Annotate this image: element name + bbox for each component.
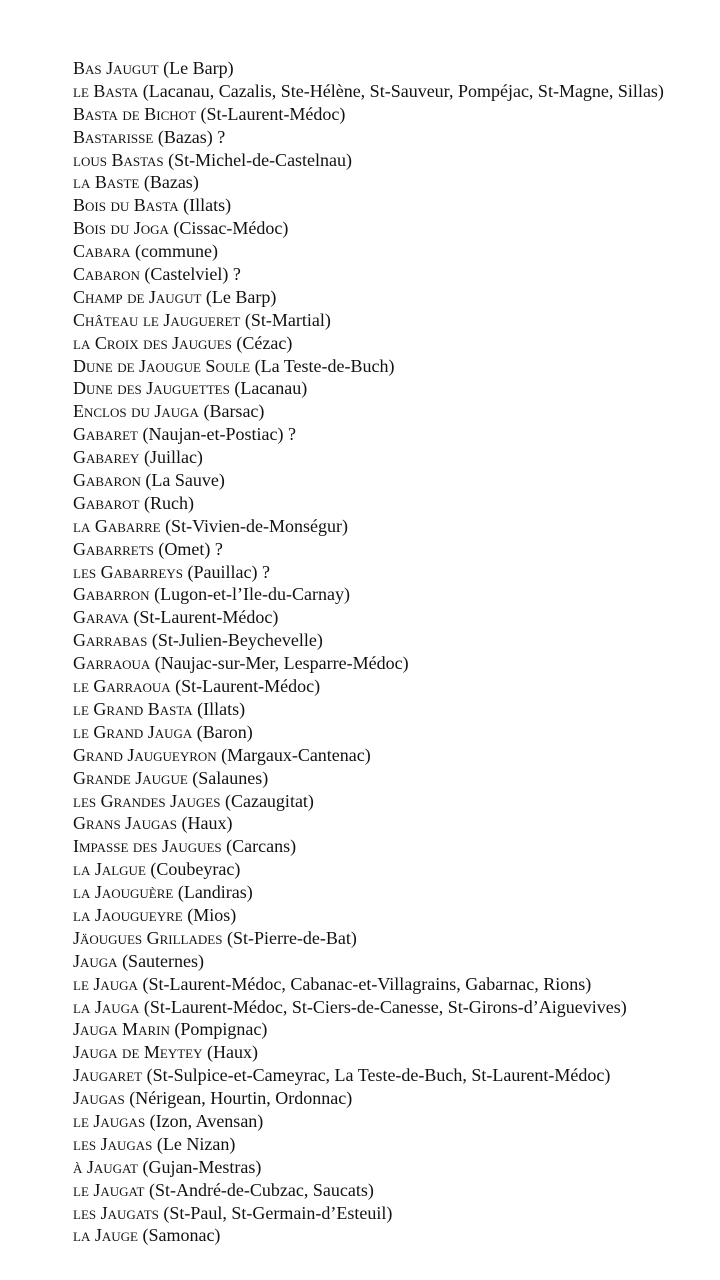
- list-item: [73, 1087, 664, 1110]
- toponym-location: (Naujac-sur-Mer, Lesparre-Médoc): [154, 653, 409, 674]
- list-item: [73, 309, 664, 332]
- list-item: [73, 629, 664, 652]
- list-item: [73, 950, 664, 973]
- list-item: [73, 835, 664, 858]
- toponym-name: Garava: [73, 607, 129, 628]
- toponym-location: (Nérigean, Hourtin, Ordonnac): [129, 1088, 353, 1109]
- toponym-name: Jauga Marin: [73, 1019, 170, 1040]
- toponym-name: à Jaugat: [73, 1156, 138, 1177]
- list-item: [73, 561, 664, 584]
- toponym-location: (Margaux-Cantenac): [221, 744, 371, 765]
- toponym-name: Gabarrets: [73, 538, 154, 559]
- toponym-location: (Lugon-et-l’Ile-du-Carnay): [154, 584, 350, 605]
- toponym-location: (St-Sulpice-et-Cameyrac, La Teste-de-Buch, St-Laurent-Médoc): [146, 1065, 611, 1086]
- toponym-location: (Lacanau, Cazalis, Ste-Hélène, St-Sauveur, Pompéjac, St-Magne, Sillas): [142, 80, 664, 101]
- toponym-location: (Pompignac): [174, 1019, 268, 1040]
- toponym-location: (Samonac): [142, 1225, 221, 1246]
- toponym-location: (commune): [135, 241, 218, 262]
- list-item: [73, 698, 664, 721]
- toponym-name: la Jauge: [73, 1225, 138, 1246]
- toponym-location: (Sauternes): [122, 950, 205, 971]
- toponym-name: la Baste: [73, 172, 140, 193]
- toponym-location: (Gujan-Mestras): [142, 1156, 262, 1177]
- list-item: [73, 80, 664, 103]
- toponym-name: Jäougues Grillades: [73, 927, 223, 948]
- list-item: [73, 790, 664, 813]
- list-item: [73, 1179, 664, 1202]
- toponym-location: (Pauillac) ?: [187, 561, 270, 582]
- toponym-location: (Illats): [183, 195, 232, 216]
- toponym-name: Champ de Jaugut: [73, 286, 202, 307]
- list-item: [73, 973, 664, 996]
- toponym-name: les Gabarreys: [73, 561, 183, 582]
- toponym-name: Bois du Basta: [73, 195, 179, 216]
- toponym-location: (St-Vivien-de-Monségur): [165, 515, 348, 536]
- toponym-location: (St-Julien-Beychevelle): [151, 630, 323, 651]
- list-item: [73, 149, 664, 172]
- toponym-name: Bas Jaugut: [73, 58, 159, 78]
- toponym-location: (Ruch): [143, 492, 194, 513]
- list-item: [73, 286, 664, 309]
- toponym-name: Grand Jaugueyron: [73, 744, 217, 765]
- list-item: [73, 767, 664, 790]
- list-item: [73, 263, 664, 286]
- list-item: [73, 423, 664, 446]
- toponym-location: (La Teste-de-Buch): [254, 355, 395, 376]
- toponym-name: Gabarey: [73, 447, 140, 468]
- toponym-name: Jauga de Meytey: [73, 1042, 203, 1063]
- list-item: [73, 744, 664, 767]
- toponym-location: (Le Barp): [163, 58, 234, 78]
- toponym-location: (Baron): [196, 721, 253, 742]
- toponym-name: Dune des Jauguettes: [73, 378, 230, 399]
- list-item: [73, 1041, 664, 1064]
- list-item: [73, 1224, 664, 1247]
- list-item: [73, 721, 664, 744]
- list-item: [73, 652, 664, 675]
- toponym-name: Gabaret: [73, 424, 138, 445]
- toponym-location: (Bazas) ?: [157, 126, 226, 147]
- list-item: [73, 1133, 664, 1156]
- list-item: [73, 812, 664, 835]
- toponym-location: (Carcans): [226, 836, 297, 857]
- toponym-name: la Jaouguère: [73, 882, 174, 903]
- toponym-name: Dune de Jaougue Soule: [73, 355, 251, 376]
- toponym-location: (Haux): [207, 1042, 258, 1063]
- toponym-name: Impasse des Jaugues: [73, 836, 222, 857]
- toponym-location: (Salaunes): [192, 767, 269, 788]
- toponym-location: (Lacanau): [234, 378, 308, 399]
- list-item: [73, 606, 664, 629]
- list-item: [73, 515, 664, 538]
- toponym-location: (St-Michel-de-Castelnau): [168, 149, 353, 170]
- list-item: [73, 1018, 664, 1041]
- list-item: [73, 996, 664, 1019]
- toponym-location: (St-Pierre-de-Bat): [226, 927, 357, 948]
- toponym-name: Grande Jaugue: [73, 767, 188, 788]
- toponym-name: Gabaron: [73, 470, 141, 491]
- toponym-location: (Haux): [181, 813, 233, 834]
- toponym-location: (St-Laurent-Médoc, St-Ciers-de-Canesse, St-Girons-d’Aiguevives): [143, 996, 627, 1017]
- list-item: [73, 194, 664, 217]
- toponym-name: Cabaron: [73, 264, 140, 285]
- toponym-name: lous Bastas: [73, 149, 164, 170]
- toponym-name: le Garraoua: [73, 676, 171, 697]
- list-item: [73, 217, 664, 240]
- list-item: [73, 927, 664, 950]
- toponym-name: les Grandes Jauges: [73, 790, 221, 811]
- toponym-name: Bois du Joga: [73, 218, 169, 239]
- toponym-location: (Mios): [187, 904, 237, 925]
- list-item: [73, 240, 664, 263]
- toponym-location: (Bazas): [143, 172, 199, 193]
- toponym-name: Enclos du Jauga: [73, 401, 199, 422]
- list-item: [73, 1202, 664, 1225]
- toponym-location: (Barsac): [203, 401, 265, 422]
- toponym-location: (Coubeyrac): [150, 859, 241, 880]
- list-item: [73, 469, 664, 492]
- list-item: [73, 400, 664, 423]
- list-item: [73, 904, 664, 927]
- toponym-name: Cabara: [73, 241, 131, 262]
- toponym-location: (St-Laurent-Médoc, Cabanac-et-Villagrains, Gabarnac, Rions): [142, 973, 592, 994]
- toponym-location: (Le Barp): [205, 286, 277, 307]
- toponym-name: Château le Jaugueret: [73, 309, 241, 330]
- toponym-location: (Cézac): [236, 332, 293, 353]
- toponym-name: le Jauga: [73, 973, 138, 994]
- toponym-name: les Jaugats: [73, 1202, 159, 1223]
- list-item: [73, 538, 664, 561]
- list-item: [73, 377, 664, 400]
- toponym-name: la Gabarre: [73, 515, 161, 536]
- toponym-name: Gabarron: [73, 584, 150, 605]
- toponym-location: (St-Laurent-Médoc): [175, 676, 321, 697]
- list-item: [73, 332, 664, 355]
- toponym-name: le Grand Jauga: [73, 721, 193, 742]
- toponym-location: (Le Nizan): [156, 1133, 236, 1154]
- toponym-location: (Castelviel) ?: [144, 264, 241, 285]
- toponym-name: Gabarot: [73, 492, 140, 513]
- toponym-location: (Omet) ?: [158, 538, 223, 559]
- toponym-name: la Croix des Jaugues: [73, 332, 232, 353]
- list-item: [73, 446, 664, 469]
- toponym-name: la Jauga: [73, 996, 140, 1017]
- list-item: [73, 126, 664, 149]
- toponym-name: les Jaugas: [73, 1133, 153, 1154]
- toponym-location: (St-Paul, St-Germain-d’Esteuil): [163, 1202, 393, 1223]
- list-item: [73, 1156, 664, 1179]
- toponym-location: (Juillac): [143, 447, 203, 468]
- list-item: [73, 881, 664, 904]
- toponym-location: (Izon, Avensan): [149, 1110, 264, 1131]
- list-item: [73, 583, 664, 606]
- list-item: [73, 858, 664, 881]
- toponym-location: (St-Laurent-Médoc): [200, 103, 346, 124]
- toponym-name: Garrabas: [73, 630, 148, 651]
- toponym-name: le Basta: [73, 80, 139, 101]
- toponym-location: (Landiras): [177, 882, 253, 903]
- toponym-name: Bastarisse: [73, 126, 154, 147]
- toponym-name: la Jalgue: [73, 859, 146, 880]
- toponym-name: Basta de Bichot: [73, 103, 196, 124]
- toponym-location: (Cissac-Médoc): [173, 218, 289, 239]
- list-item: [73, 492, 664, 515]
- toponym-name: le Jaugas: [73, 1110, 146, 1131]
- list-item: [73, 675, 664, 698]
- toponym-name: Jauga: [73, 950, 118, 971]
- list-item: [73, 355, 664, 378]
- toponym-name: le Grand Basta: [73, 698, 193, 719]
- toponym-location: (La Sauve): [145, 470, 225, 491]
- toponym-location: (St-Laurent-Médoc): [133, 607, 279, 628]
- list-item: [73, 57, 664, 80]
- toponym-list: [73, 57, 664, 1247]
- toponym-name: Garraoua: [73, 653, 151, 674]
- toponym-name: Grans Jaugas: [73, 813, 177, 834]
- toponym-location: (Cazaugitat): [224, 790, 314, 811]
- toponym-location: (Illats): [197, 698, 246, 719]
- list-item: [73, 103, 664, 126]
- list-item: [73, 171, 664, 194]
- toponym-name: Jaugas: [73, 1088, 125, 1109]
- toponym-name: la Jaougueyre: [73, 904, 183, 925]
- list-item: [73, 1110, 664, 1133]
- toponym-location: (St-André-de-Cubzac, Saucats): [148, 1179, 374, 1200]
- list-item: [73, 1064, 664, 1087]
- toponym-name: Jaugaret: [73, 1065, 143, 1086]
- toponym-location: (St-Martial): [244, 309, 331, 330]
- toponym-name: le Jaugat: [73, 1179, 145, 1200]
- toponym-location: (Naujan-et-Postiac) ?: [142, 424, 296, 445]
